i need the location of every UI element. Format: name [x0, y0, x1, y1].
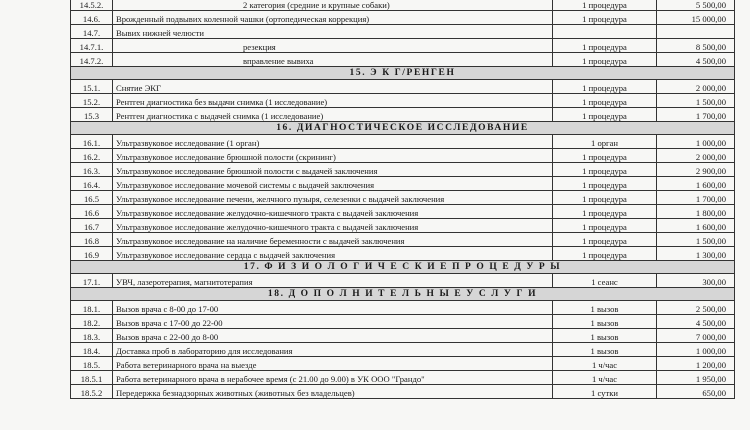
- row-service-name: Вызов врача с 22-00 до 8-00: [113, 329, 553, 343]
- row-price: [657, 25, 735, 39]
- row-number: 18.5.2: [71, 385, 113, 399]
- table-row: [71, 135, 735, 149]
- row-price: 300,00: [657, 274, 735, 288]
- row-number: 16.1.: [71, 135, 113, 149]
- row-number: 18.1.: [71, 301, 113, 315]
- row-unit: 1 орган: [553, 135, 657, 149]
- row-price: 650,00: [657, 385, 735, 399]
- row-unit: 1 ч/час: [553, 371, 657, 385]
- row-service-name: Врожденный подвывих коленной чашки (ортопедическая коррекция): [113, 11, 553, 25]
- row-unit: 1 сутки: [553, 385, 657, 399]
- row-unit: 1 процедура: [553, 149, 657, 163]
- row-service-name: Ультразвуковое исследование сердца с выдачей заключения: [113, 247, 553, 261]
- row-price: 8 500,00: [657, 39, 735, 53]
- row-unit: 1 вызов: [553, 301, 657, 315]
- table-row: [71, 191, 735, 205]
- section-title: 15. Э К Г/РЕНГЕН: [71, 67, 735, 80]
- row-service-name: Ультразвуковое исследование на наличие беременности с выдачей заключения: [113, 233, 553, 247]
- table-row: [71, 371, 735, 385]
- row-service-name: Вызов врача с 17-00 до 22-00: [113, 315, 553, 329]
- row-price: 2 500,00: [657, 301, 735, 315]
- row-price: 2 000,00: [657, 149, 735, 163]
- table-row: [71, 149, 735, 163]
- row-service-name: Ультразвуковое исследование (1 орган): [113, 135, 553, 149]
- row-price: 7 000,00: [657, 329, 735, 343]
- section-header: [71, 288, 735, 301]
- row-unit: 1 процедура: [553, 219, 657, 233]
- row-number: 14.7.: [71, 25, 113, 39]
- table-row: [71, 357, 735, 371]
- table-row: [71, 315, 735, 329]
- row-number: 14.7.2.: [71, 53, 113, 67]
- row-unit: 1 процедура: [553, 80, 657, 94]
- row-number: 16.2.: [71, 149, 113, 163]
- row-number: 18.3.: [71, 329, 113, 343]
- row-service-name: резекция: [113, 39, 553, 53]
- price-list-sheet: [70, 0, 734, 399]
- section-title: 17. Ф И З И О Л О Г И Ч Е С К И Е П Р О Ц Е Д У Р Ы: [71, 261, 735, 274]
- table-row: [71, 94, 735, 108]
- table-row: [71, 274, 735, 288]
- row-price: 4 500,00: [657, 53, 735, 67]
- row-price: 15 000,00: [657, 11, 735, 25]
- row-unit: 1 процедура: [553, 0, 657, 11]
- row-service-name: УВЧ, лазеротерапия, магнитотерапия: [113, 274, 553, 288]
- row-number: 14.5.2.: [71, 0, 113, 11]
- row-unit: 1 процедура: [553, 163, 657, 177]
- row-price: 2 000,00: [657, 80, 735, 94]
- row-price: 1 700,00: [657, 108, 735, 122]
- row-unit: [553, 25, 657, 39]
- row-unit: 1 процедура: [553, 233, 657, 247]
- row-price: 1 000,00: [657, 343, 735, 357]
- table-row: [71, 329, 735, 343]
- section-title: 16. ДИАГНОСТИЧЕСКОЕ ИССЛЕДОВАНИЕ: [71, 122, 735, 135]
- row-service-name: 2 категория (средние и крупные собаки): [113, 0, 553, 11]
- row-price: 1 000,00: [657, 135, 735, 149]
- row-price: 1 500,00: [657, 94, 735, 108]
- row-unit: 1 процедура: [553, 191, 657, 205]
- row-number: 14.7.1.: [71, 39, 113, 53]
- row-number: 17.1.: [71, 274, 113, 288]
- row-service-name: Ультразвуковое исследование брюшной полости (скрининг): [113, 149, 553, 163]
- row-service-name: Ультразвуковое исследование брюшной полости с выдачей заключения: [113, 163, 553, 177]
- row-price: 1 500,00: [657, 233, 735, 247]
- row-number: 15.2.: [71, 94, 113, 108]
- table-row: [71, 11, 735, 25]
- row-number: 16.3.: [71, 163, 113, 177]
- table-row: [71, 80, 735, 94]
- row-service-name: Снятие ЭКГ: [113, 80, 553, 94]
- row-number: 14.6.: [71, 11, 113, 25]
- row-service-name: Рентген диагностика с выдачей снимка (1 исследование): [113, 108, 553, 122]
- row-service-name: Вывих нижней челюсти: [113, 25, 553, 39]
- row-number: 16.7: [71, 219, 113, 233]
- row-price: 1 600,00: [657, 177, 735, 191]
- table-row: [71, 385, 735, 399]
- row-unit: 1 процедура: [553, 94, 657, 108]
- price-table: [70, 0, 735, 399]
- row-unit: 1 процедура: [553, 53, 657, 67]
- row-unit: 1 вызов: [553, 343, 657, 357]
- row-service-name: Ультразвуковое исследование печени, желчного пузыря, селезенки с выдачей заключения: [113, 191, 553, 205]
- table-row: [71, 25, 735, 39]
- row-number: 18.4.: [71, 343, 113, 357]
- table-row: [71, 108, 735, 122]
- row-service-name: Рентген диагностика без выдачи снимка (1 исследование): [113, 94, 553, 108]
- row-unit: 1 процедура: [553, 108, 657, 122]
- row-unit: 1 процедура: [553, 11, 657, 25]
- section-title: 18. Д О П О Л Н И Т Е Л Ь Н Ы Е У С Л У Г И: [71, 288, 735, 301]
- table-row: [71, 53, 735, 67]
- row-unit: 1 сеанс: [553, 274, 657, 288]
- row-price: 1 300,00: [657, 247, 735, 261]
- table-row: [71, 177, 735, 191]
- row-unit: 1 вызов: [553, 315, 657, 329]
- row-number: 15.3: [71, 108, 113, 122]
- row-service-name: Ультразвуковое исследование желудочно-кишечного тракта с выдачей заключения: [113, 219, 553, 233]
- row-number: 16.9: [71, 247, 113, 261]
- row-price: 1 950,00: [657, 371, 735, 385]
- table-row: [71, 247, 735, 261]
- row-price: 1 800,00: [657, 205, 735, 219]
- row-price: 2 900,00: [657, 163, 735, 177]
- table-row: [71, 301, 735, 315]
- row-price: 1 700,00: [657, 191, 735, 205]
- row-unit: 1 процедура: [553, 177, 657, 191]
- row-service-name: Работа ветеринарного врача в нерабочее время (с 21.00 до 9.00) в УК ООО "Грандо": [113, 371, 553, 385]
- row-number: 18.5.: [71, 357, 113, 371]
- row-unit: 1 ч/час: [553, 357, 657, 371]
- row-unit: 1 процедура: [553, 247, 657, 261]
- table-row: [71, 0, 735, 11]
- section-header: [71, 67, 735, 80]
- row-number: 18.2.: [71, 315, 113, 329]
- section-header: [71, 261, 735, 274]
- row-service-name: вправление вывиха: [113, 53, 553, 67]
- row-service-name: Доставка проб в лабораторию для исследования: [113, 343, 553, 357]
- table-row: [71, 233, 735, 247]
- row-service-name: Ультразвуковое исследование желудочно-кишечного тракта с выдачей заключения: [113, 205, 553, 219]
- row-price: 1 600,00: [657, 219, 735, 233]
- row-number: 16.8: [71, 233, 113, 247]
- row-price: 4 500,00: [657, 315, 735, 329]
- row-number: 18.5.1: [71, 371, 113, 385]
- row-unit: 1 вызов: [553, 329, 657, 343]
- section-header: [71, 122, 735, 135]
- table-row: [71, 39, 735, 53]
- table-row: [71, 343, 735, 357]
- row-number: 16.4.: [71, 177, 113, 191]
- table-row: [71, 163, 735, 177]
- table-row: [71, 205, 735, 219]
- table-row: [71, 219, 735, 233]
- row-price: 5 500,00: [657, 0, 735, 11]
- row-price: 1 200,00: [657, 357, 735, 371]
- row-unit: 1 процедура: [553, 39, 657, 53]
- row-service-name: Работа ветеринарного врача на выезде: [113, 357, 553, 371]
- row-service-name: Вызов врача с 8-00 до 17-00: [113, 301, 553, 315]
- row-unit: 1 процедура: [553, 205, 657, 219]
- price-table-body: [71, 0, 735, 399]
- row-number: 16.6: [71, 205, 113, 219]
- row-service-name: Передержка безнадзорных животных (животных без владельцев): [113, 385, 553, 399]
- row-number: 15.1.: [71, 80, 113, 94]
- row-service-name: Ультразвуковое исследование мочевой системы с выдачей заключения: [113, 177, 553, 191]
- row-number: 16.5: [71, 191, 113, 205]
